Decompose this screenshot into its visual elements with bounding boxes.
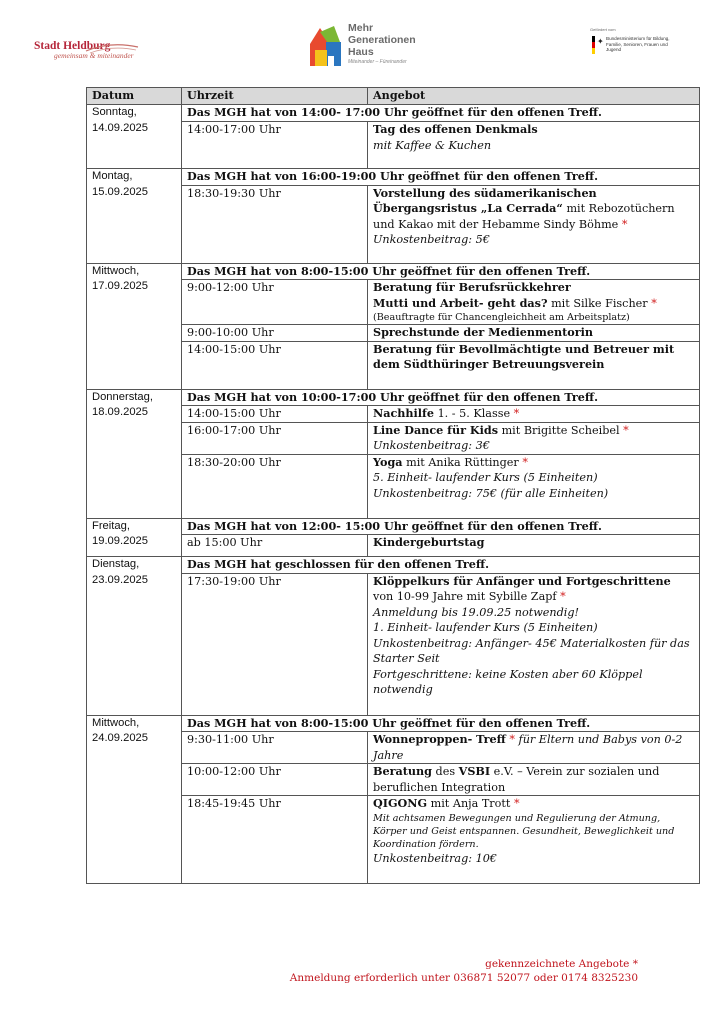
offer-cell: Wonneproppen- Treff * für Eltern und Babys von 0-2 Jahre [368,732,700,764]
offer-cell: Vorstellung des südamerikanischen Übergangsristus „La Cerrada“ mit Rebozotüchern und Kakao mit der Hebamme Sindy Böhme * Unkostenbeitrag: 5€ [368,185,700,263]
german-flag-icon [592,36,595,54]
date-cell: Freitag, 19.09.2025 [87,518,182,557]
time-cell: ab 15:00 Uhr [182,535,368,557]
footer-marked-offers: gekennzeichnete Angebote * [485,958,638,970]
time-cell: 14:00-15:00 Uhr [182,406,368,423]
date-cell: Sonntag, 14.09.2025 [87,105,182,169]
footer-registration: Anmeldung erforderlich unter 036871 52077 oder 0174 8325230 [289,972,638,984]
offer-cell: Kindergeburtstag [368,535,700,557]
mgh-logo [306,22,426,72]
offer-cell: Yoga mit Anika Rüttinger * 5. Einheit- laufender Kurs (5 Einheiten) Unkostenbeitrag: 75€ (für alle Einheiten) [368,454,700,518]
registration-mark: * [621,217,628,231]
opening-hours: Das MGH hat von 14:00- 17:00 Uhr geöffnet für den offenen Treff. [182,105,700,122]
time-cell: 17:30-19:00 Uhr [182,573,368,715]
ministry-logo [590,27,670,67]
registration-mark: * [513,797,520,810]
offer-cell: Klöppelkurs für Anfänger und Fortgeschrittene von 10-99 Jahre mit Sybille Zapf * Anmeldung bis 19.09.25 notwendig! 1. Einheit- laufender Kurs (5 Einheiten) Unkostenbeitrag: Anfänger- 45€ Materialkosten für das Starter Seit Fortgeschrittene: keine Kosten aber 60 Klöppel notwendig [368,573,700,715]
opening-hours: Das MGH hat von 12:00- 15:00 Uhr geöffnet für den offenen Treff. [182,518,700,535]
registration-mark: * [513,407,520,420]
offer-cell: Beratung des VSBI e.V. – Verein zur sozialen und beruflichen Integration [368,764,700,796]
header-angebot: Angebot [368,88,700,105]
date-cell: Donnerstag, 18.09.2025 [87,389,182,518]
offer-cell: Tag des offenen Denkmals mit Kaffee & Kuchen [368,122,700,169]
registration-mark: * [560,590,566,603]
schedule-table [86,87,700,884]
opening-hours: Das MGH hat von 10:00-17:00 Uhr geöffnet für den offenen Treff. [182,389,700,406]
offer-cell: Beratung für Berufsrückkehrer Mutti und Arbeit- geht das? mit Silke Fischer * (Beauftragte für Chancengleichheit am Arbeitsplatz) [368,280,700,325]
time-cell: 18:45-19:45 Uhr [182,796,368,884]
table-row [87,169,700,186]
date-cell: Montag, 15.09.2025 [87,169,182,264]
offer-cell: Nachhilfe 1. - 5. Klasse * [368,406,700,423]
opening-hours: Das MGH hat von 8:00-15:00 Uhr geöffnet für den offenen Treff. [182,263,700,280]
eagle-icon: ✦ [597,37,604,46]
mgh-logo-sub: Miteinander – Füreinander [348,59,407,65]
time-cell: 9:00-10:00 Uhr [182,325,368,342]
table-row [87,518,700,535]
offer-cell: QIGONG mit Anja Trott * Mit achtsamen Bewegungen und Regulierung der Atmung, Körper und Geist entspannen. Gesundheit, Beweglichkeit und Koordination fördern. Unkostenbeitrag: 10€ [368,796,700,884]
footer-note [280,957,638,985]
heldburg-logo-text: Stadt Heldburg [34,40,111,52]
header-datum: Datum [87,88,182,105]
registration-mark: * [509,733,515,746]
stadt-heldburg-logo [34,34,144,68]
registration-mark: * [651,296,657,310]
table-row [87,389,700,406]
date-cell: Dienstag, 23.09.2025 [87,557,182,716]
heldburg-logo-sub: gemeinsam & miteinander [54,51,134,60]
time-cell: 16:00-17:00 Uhr [182,422,368,454]
time-cell: 9:30-11:00 Uhr [182,732,368,764]
table-row [87,105,700,122]
ministry-name: Bundesministerium für Bildung, Familie, Senioren, Frauen und Jugend [606,36,670,52]
table-row [87,263,700,280]
offer-cell: Beratung für Bevollmächtigte und Betreuer mit dem Südthüringer Betreuungsverein [368,341,700,389]
offer-cell: Line Dance für Kids mit Brigitte Scheibel * Unkostenbeitrag: 3€ [368,422,700,454]
table-header-row [87,88,700,105]
opening-hours: Das MGH hat von 8:00-15:00 Uhr geöffnet für den offenen Treff. [182,715,700,732]
opening-hours: Das MGH hat von 16:00-19:00 Uhr geöffnet für den offenen Treff. [182,169,700,186]
table-row [87,715,700,732]
date-cell: Mittwoch, 17.09.2025 [87,263,182,389]
table-row [87,557,700,574]
offer-cell: Sprechstunde der Medienmentorin [368,325,700,342]
date-cell: Mittwoch, 24.09.2025 [87,715,182,884]
gefoerdert-text: Gefördert vom [590,27,616,32]
opening-hours: Das MGH hat geschlossen für den offenen Treff. [182,557,700,574]
time-cell: 18:30-20:00 Uhr [182,454,368,518]
time-cell: 14:00-17:00 Uhr [182,122,368,169]
time-cell: 9:00-12:00 Uhr [182,280,368,325]
time-cell: 10:00-12:00 Uhr [182,764,368,796]
header-uhrzeit: Uhrzeit [182,88,368,105]
registration-mark: * [522,455,528,469]
registration-mark: * [623,423,629,437]
time-cell: 18:30-19:30 Uhr [182,185,368,263]
time-cell: 14:00-15:00 Uhr [182,341,368,389]
house-icon [306,22,346,68]
mgh-logo-title: Mehr Generationen Haus [348,22,416,58]
